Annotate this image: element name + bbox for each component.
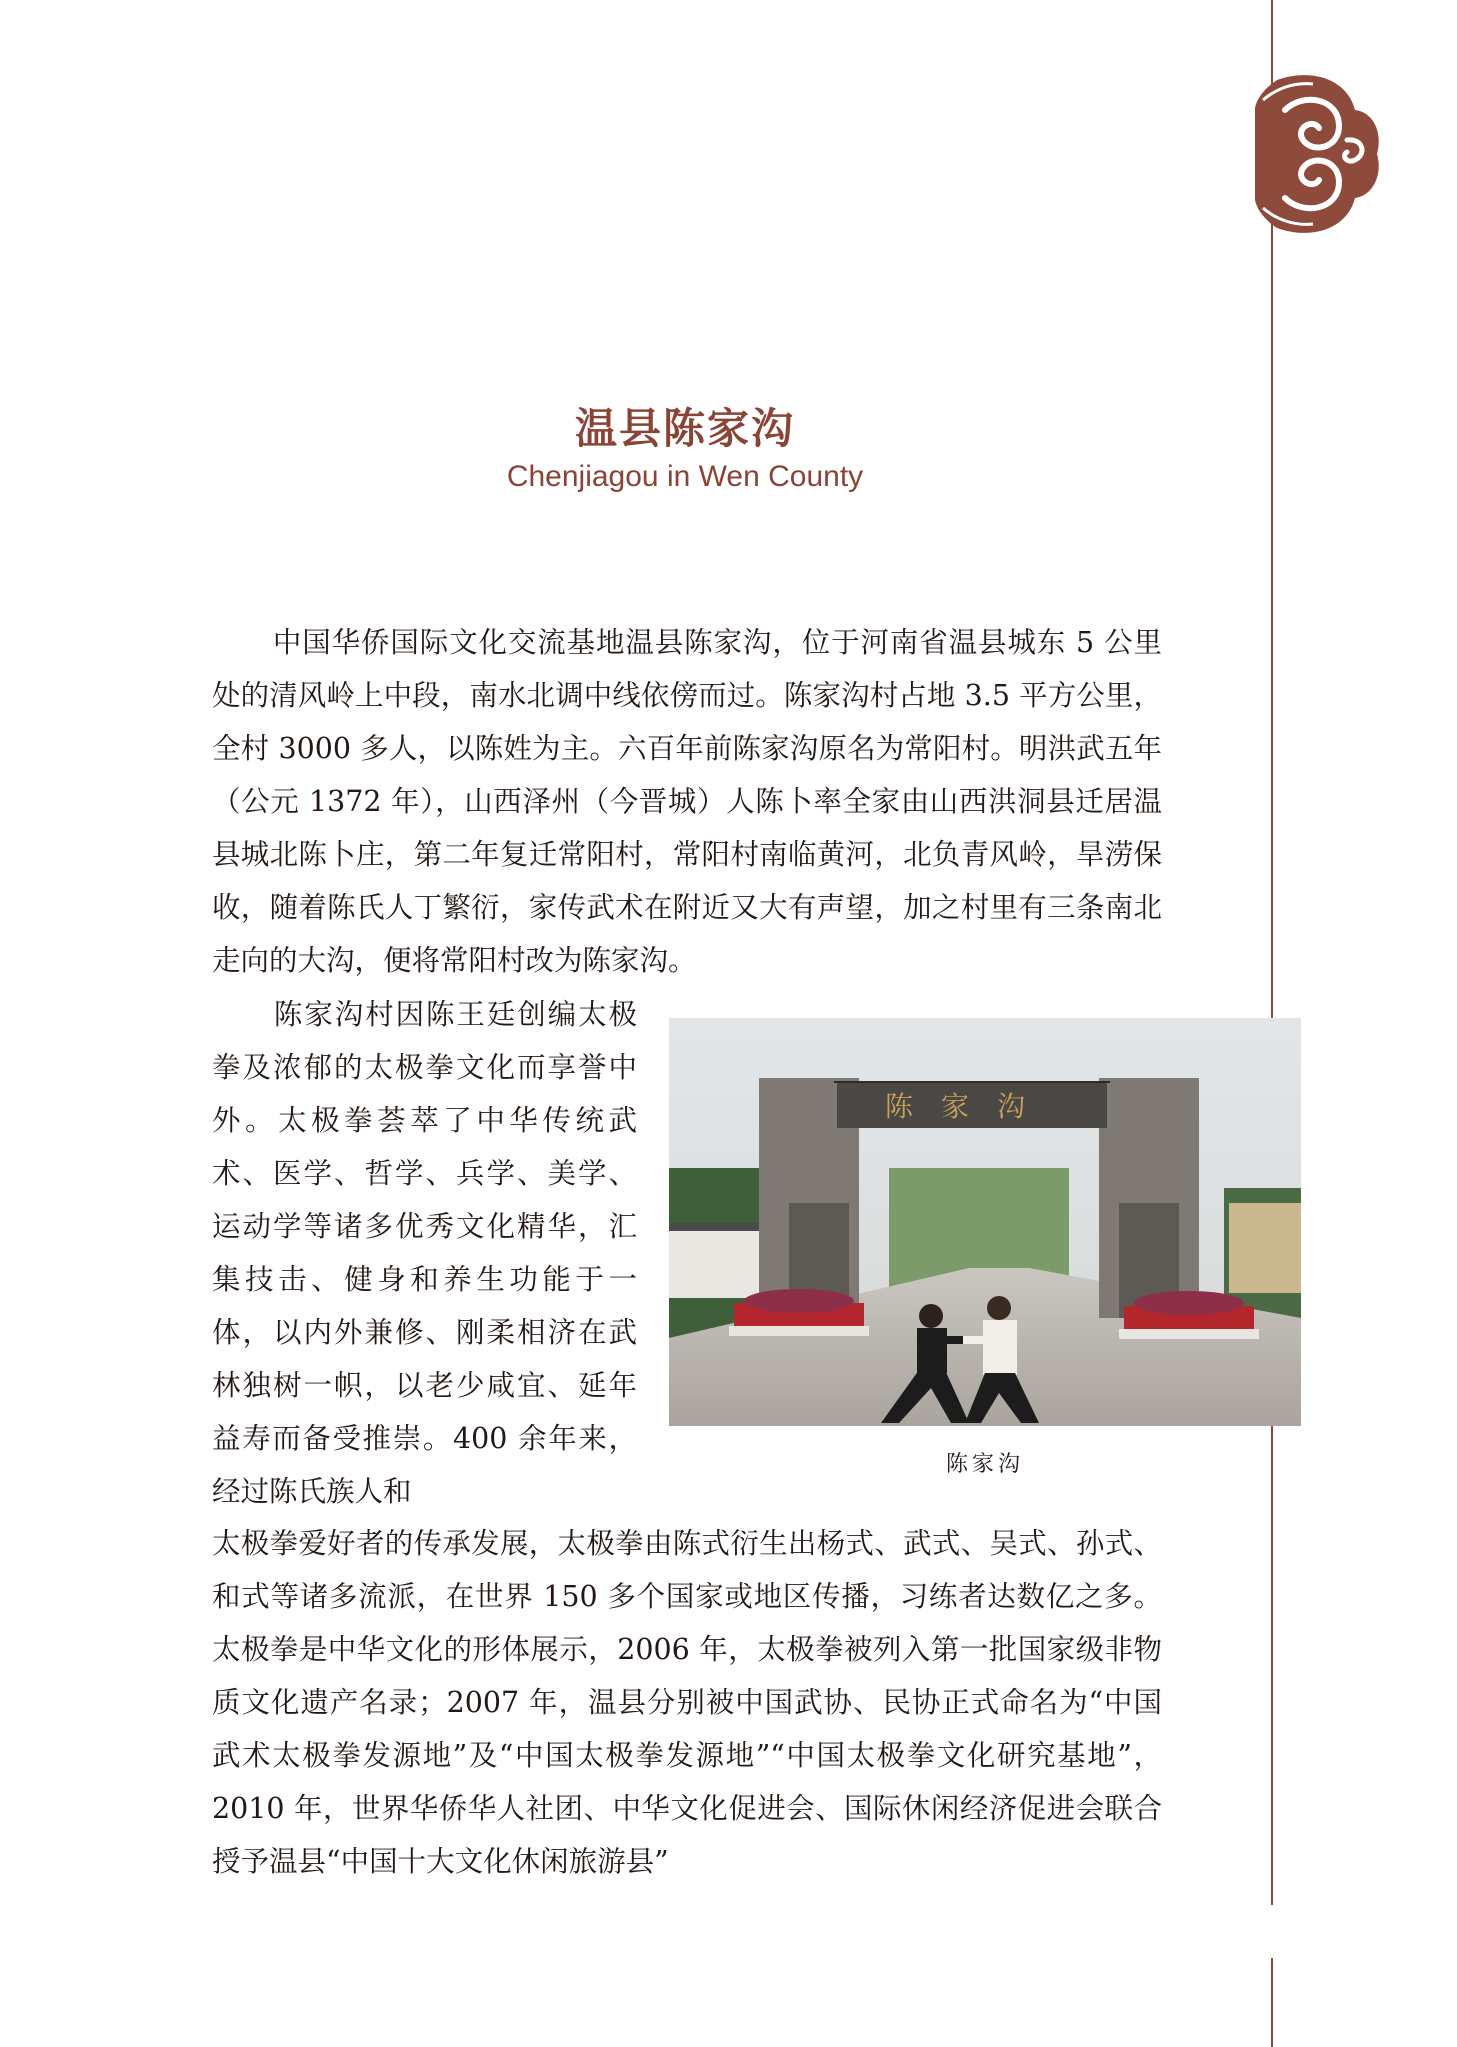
chenjiagou-gate-photo — [669, 1018, 1301, 1426]
photo-caption: 陈家沟 — [945, 1452, 1024, 1477]
body-paragraph-1 — [212, 616, 1162, 987]
auspicious-cloud-icon — [1255, 70, 1385, 238]
body-paragraph-3: 太极拳爱好者的传承发展，太极拳由陈式衍生出杨式、武式、吴式、孙式、和式等诸多流派，在世界 150 多个国家或地区传播，习练者达数亿之多。太极拳是中华文化的形体展示，2006 年，太极拳被列入第一批国家级非物质文化遗产名录；2007 年，温县分别被中国武协、民协正式命名为“中国武术太极拳发源地”及“中国太极拳发源地”“中国太极拳文化研究基地”，2010 年，世界华侨华人社团、中华文化促进会、国际休闲经济促进会联合授予温县“中国十大文化休闲旅游县” — [212, 1527, 1162, 1878]
body-paragraph-2-text: 陈家沟村因陈王廷创编太极拳及浓郁的太极拳文化而享誉中外。太极拳荟萃了中华传统武术、医学、哲学、兵学、美学、运动学等诸多优秀文化精华，汇集技击、健身和养生功能于一体，以内外兼修、刚柔相济在武林独树一帜，以老少咸宜、延年益寿而备受推崇。400 余年来，经过陈氏族人和 — [212, 998, 637, 1508]
page-subtitle-english: Chenjiagou in Wen County — [506, 460, 864, 493]
body-paragraph-1-text: 中国华侨国际文化交流基地温县陈家沟，位于河南省温县城东 5 公里处的清风岭上中段，南水北调中线依傍而过。陈家沟村占地 3.5 平方公里，全村 3000 多人，以陈姓为主。六百年前陈家沟原名为常阳村。明洪武五年（公元 1372 年），山西泽州（今晋城）人陈卜率全家由山西洪洞县迁居温县城北陈卜庄，第二年复迁常阳村，常阳村南临黄河，北负青风岭，旱涝保收，随着陈氏人丁繁衍，家传武术在附近又大有声望，加之村里有三条南北走向的大沟，便将常阳村改为陈家沟。 — [212, 626, 1162, 977]
page-margin-rule — [1271, 0, 1273, 1905]
gate-sign: 陈家沟 — [884, 1090, 1054, 1123]
page-title: 温县陈家沟 — [574, 404, 795, 453]
page-margin-rule-lower — [1271, 1958, 1273, 2047]
body-paragraph-2 — [212, 988, 637, 1518]
